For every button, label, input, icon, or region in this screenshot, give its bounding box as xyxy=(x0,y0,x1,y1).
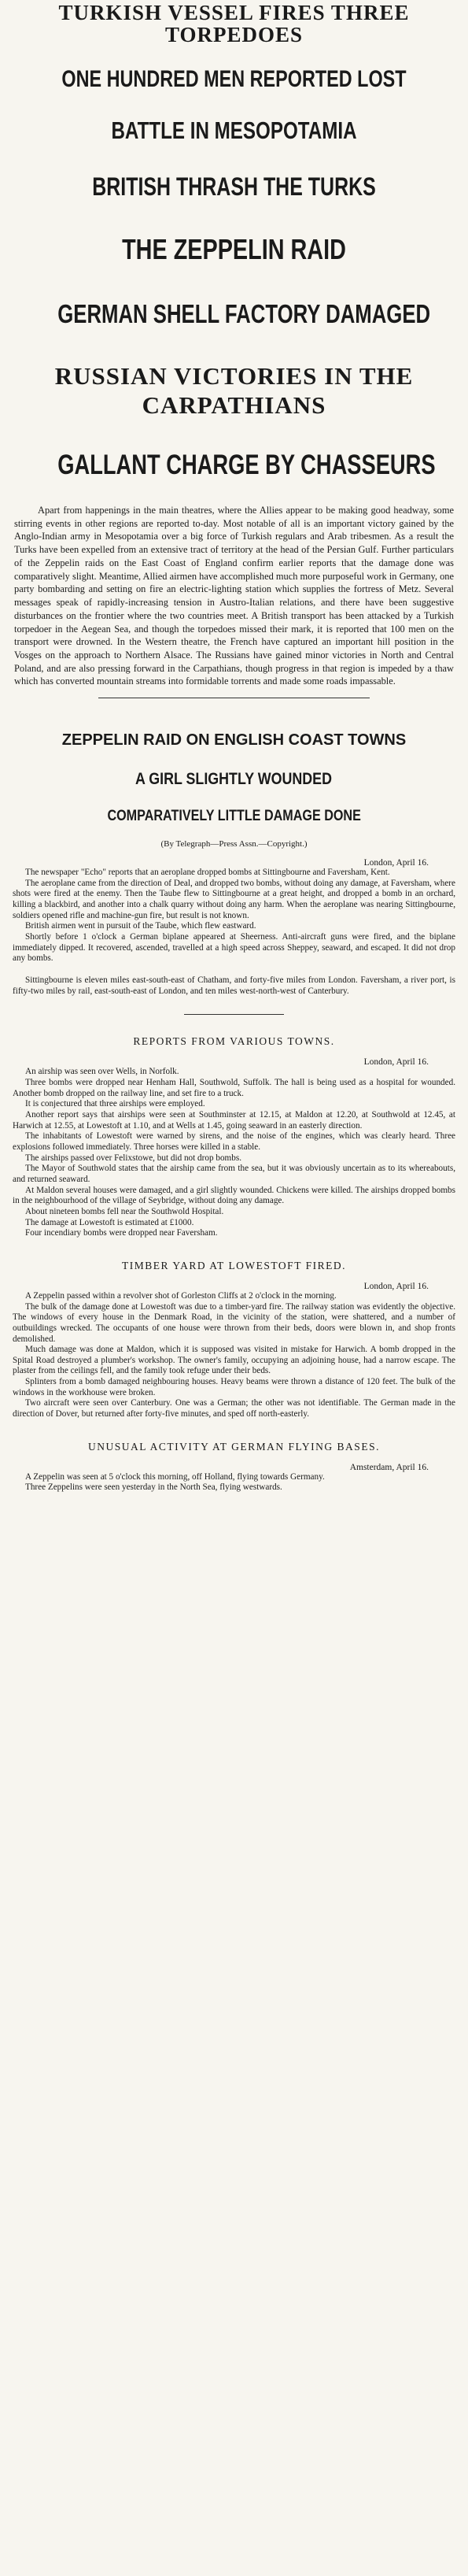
flying-article xyxy=(8,1441,460,1493)
dateline: London, April 16. xyxy=(363,1281,429,1291)
dateline: London, April 16. xyxy=(363,858,429,868)
article-paragraph: A Zeppelin passed within a revolver shot of Gorleston Cliffs at 2 o'clock in the morning. xyxy=(25,1290,337,1301)
article-paragraph: The Mayor of Southwold states that the airship came from the sea, but it was obviously uncertain as to its whereabouts, and returned seaward. xyxy=(13,1164,455,1184)
article-paragraph: The aeroplane came from the direction of Deal, and dropped two bombs, without doing any damage, at Faversham, where shots were fired at the enemy. Then the Taube flew to Sittingbourne at a great height, and dropped a bomb in an orchard, killing a blackbird, and another into a chalk quarry without doing any harm. When the aeroplane was nearing Sittingbourne, soldiers opened rifle and machine-gun fire, but result is not known. xyxy=(13,878,455,920)
article-paragraph: Sittingbourne is eleven miles east-south-east of Chatham, and forty-five miles from London. Faversham, a river port, is fifty-two miles by rail, east-south-east of London, and ten miles west-north-west of Canterbury. xyxy=(13,975,455,996)
article-paragraph: About nineteen bombs fell near the Southwold Hospital. xyxy=(25,1206,224,1216)
article-paragraph: The inhabitants of Lowestoft were warned by sirens, and the noise of the engines, which was clearly heard. Three explosions followed immediately. Three horses were killed in a stable. xyxy=(13,1131,455,1152)
headline-battle-mesopotamia: BATTLE IN MESOPOTAMIA xyxy=(111,117,357,145)
article-paragraph: Three Zeppelins were seen yesterday in the North Sea, flying westwards. xyxy=(25,1482,282,1493)
headline-hundred-men: ONE HUNDRED MEN REPORTED LOST xyxy=(61,65,407,92)
headline-turkish-vessel: TURKISH VESSEL FIRES THREE TORPEDOES xyxy=(58,1,410,47)
article-paragraph: British airmen went in pursuit of the Taube, which flew eastward. xyxy=(25,921,256,931)
zeppelin-subhead-damage xyxy=(8,808,460,825)
article-paragraph: Much damage was done at Maldon, which it is supposed was visited in mistake for Harwich. A bomb dropped in the Spital Road destroyed a plumber's workshop. The owner's family, occupying an adjoining house, had a narrow escape. The plaster from the ceilings fell, and the family took refuge under their beds. xyxy=(13,1345,455,1376)
byline: (By Telegraph—Press Assn.—Copyright.) xyxy=(160,839,308,849)
article-paragraph: Shortly before 1 o'clock a German biplane appeared at Sheerness. Anti-aircraft guns were fired, and the biplane immediately dipped. It recovered, ascended, travelled at a high speed across Sheppey, seaward, and escaped. It did not drop any bombs. xyxy=(13,932,455,964)
article-paragraph: The damage at Lowestoft is estimated at £1000. xyxy=(25,1217,194,1227)
zeppelin-subhead-damage-text: COMPARATIVELY LITTLE DAMAGE DONE xyxy=(107,808,361,825)
article-paragraph: An airship was seen over Wells, in Norfolk. xyxy=(25,1067,179,1077)
article-paragraph: Splinters from a bomb damaged neighbouring houses. Heavy beams were thrown a distance of 120 feet. The bulk of the windows in the workhouse were broken. xyxy=(13,1377,455,1397)
article-paragraph: The airships passed over Felixstowe, but did not drop bombs. xyxy=(25,1153,241,1163)
newspaper-page xyxy=(8,0,460,1493)
timber-article xyxy=(8,1260,460,1420)
article-paragraph: The newspaper "Echo" reports that an aeroplane dropped bombs at Sittingbourne and Faversham, Kent. xyxy=(25,868,390,878)
article-paragraph: Three bombs were dropped near Henham Hall, Southwold, Suffolk. The hall is being used as a hospital for wounded. Another bomb dropped on the railway line, and set fire to a truck. xyxy=(13,1078,455,1098)
timber-title: TIMBER YARD AT LOWESTOFT FIRED. xyxy=(122,1259,346,1271)
headline-gallant-charge: GALLANT CHARGE BY CHASSEURS xyxy=(57,450,436,481)
reports-title: REPORTS FROM VARIOUS TOWNS. xyxy=(133,1035,335,1048)
headline-british-thrash: BRITISH THRASH THE TURKS xyxy=(92,172,376,201)
zeppelin-article-title: ZEPPELIN RAID ON ENGLISH COAST TOWNS xyxy=(61,731,407,749)
intro-paragraph: Apart from happenings in the main theatres, where the Allies appear to be making good headway, some stirring events in other regions are reported to-day. Most notable of all is an important victory gained by the Anglo-Indian army in Mesopotamia over a big force of Turkish regulars and Arab tribesmen. As a result the Turks have been expelled from an extensive tract of territory at the head of the Persian Gulf. Further particulars of the Zeppelin raids on the East Coast of England confirm earlier reports that the damage done was comparatively slight. Meantime, Allied airmen have accomplished much more purposeful work in Germany, one party bombarding and setting on fire an electric-lighting station which supplies the fortress of Metz. Several messages speak of rapidly-increasing tension in Austro-Italian relations, and there have been suggestive disturbances on the frontier where the two countries meet. A British transport has been attacked by a Turkish torpedoer in the Aegean Sea, and though the torpedoes missed their mark, it is reported that 100 men on the transport were drowned. In the Western theatre, the French have captured an important hill position in the Vosges on the approach to Northern Alsace. The Russians have gained minor victories in North and Central Poland, and are also pressing forward in the Carpathians, though progress in that region is impeded by a thaw which has converted mountain streams into formidable torrents and made some roads impassable. xyxy=(14,504,454,687)
headline-zeppelin-raid: THE ZEPPELIN RAID xyxy=(122,233,346,266)
article-paragraph: A Zeppelin was seen at 5 o'clock this morning, off Holland, flying towards Germany. xyxy=(25,1471,325,1482)
article-paragraph: The bulk of the damage done at Lowestoft was due to a timber-yard fire. The railway station was evidently the objective. The windows of every house in the Denmark Road, in the vicinity of the station, were shattered, and a number of outbuildings wrecked. The occupants of one house were thrown from their beds, doors were blown in, and shop fronts demolished. xyxy=(13,1301,455,1344)
headline-block xyxy=(8,2,460,480)
zeppelin-subhead-girl xyxy=(8,770,460,789)
article-paragraph: Another report says that airships were seen at Southminster at 12.15, at Maldon at 12.20, at Southwold at 12.45, at Harwich at 12.55, at Lowestoft at 1.10, and at Wells at 1.45, going seaward in an easterly direction. xyxy=(13,1110,455,1131)
article-paragraph: At Maldon several houses were damaged, and a girl slightly wounded. Chickens were killed. The airships dropped bombs in the neighbourhood of the village of Seybridge, without doing any damage. xyxy=(13,1185,455,1206)
dateline: Amsterdam, April 16. xyxy=(349,1462,429,1472)
article-paragraph: It is conjectured that three airships were employed. xyxy=(25,1099,205,1109)
headline-shell-factory: GERMAN SHELL FACTORY DAMAGED xyxy=(57,299,431,329)
flying-title: UNUSUAL ACTIVITY AT GERMAN FLYING BASES. xyxy=(88,1440,380,1453)
dateline: London, April 16. xyxy=(363,1057,429,1068)
reports-article xyxy=(8,1035,460,1239)
article-paragraph: Four incendiary bombs were dropped near Faversham. xyxy=(25,1228,218,1238)
headline-russian-victories: RUSSIAN VICTORIES IN THE CARPATHIANS xyxy=(54,361,414,419)
article-paragraph: Two aircraft were seen over Canterbury. One was a German; the other was not identifiable. The German made in the direction of Dover, but returned after forty-five minutes, and sped off north-easterly. xyxy=(13,1398,455,1419)
section-divider xyxy=(184,1014,284,1015)
zeppelin-subhead-girl-text: A GIRL SLIGHTLY WOUNDED xyxy=(135,770,333,789)
zeppelin-article xyxy=(8,728,460,997)
